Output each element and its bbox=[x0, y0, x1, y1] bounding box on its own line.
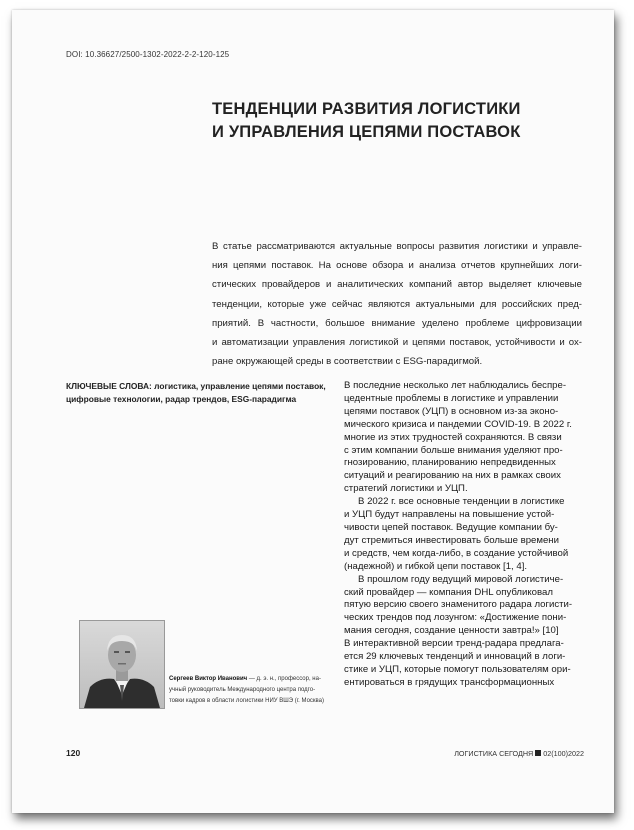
author-name: Сергеев Виктор Иванович bbox=[169, 676, 248, 682]
body-line: чивости цепей поставок. Ведущие компании бу- bbox=[344, 521, 558, 533]
abstract bbox=[212, 237, 582, 371]
running-footer bbox=[454, 749, 584, 758]
author-photo bbox=[79, 620, 165, 709]
doi-line: DOI: 10.36627/2500-1302-2022-2-2-120-125 bbox=[66, 50, 230, 59]
body-line: В 2022 г. все основные тенденции в логистике bbox=[358, 496, 565, 508]
abstract-line: ния цепями поставок. На основе обзора и анализа отчетов крупнейших логи- bbox=[212, 260, 582, 272]
title-line-1: ТЕНДЕНЦИИ РАЗВИТИЯ ЛОГИСТИКИ bbox=[212, 100, 521, 118]
keywords-line: КЛЮЧЕВЫЕ СЛОВА: логистика, управление цепями поставок, bbox=[66, 381, 326, 391]
abstract-line: стических провайдеров и аналитических компаний автор выделяет ключевые bbox=[212, 279, 582, 291]
journal-name: ЛОГИСТИКА СЕГОДНЯ bbox=[454, 749, 534, 758]
page-number: 120 bbox=[66, 748, 81, 758]
author-line bbox=[169, 674, 339, 685]
body-line: многие из этих трудностей сохраняются. В связи bbox=[344, 431, 562, 443]
abstract-line: тенденции, которые уже сейчас являются актуальными для российских пред- bbox=[212, 298, 582, 310]
article-title bbox=[212, 98, 521, 144]
article-body bbox=[344, 380, 592, 690]
body-line: (надежной) и гибкой цепи поставок [1, 4]. bbox=[344, 560, 528, 572]
separator-square-icon bbox=[535, 750, 541, 756]
keywords-line: цифровые технологии, радар трендов, ESG-парадигма bbox=[66, 393, 297, 404]
body-line: ется 29 ключевых тенденций и инноваций в логи- bbox=[344, 651, 566, 663]
body-line: с этим компании больше внимания уделяют про- bbox=[344, 444, 563, 456]
body-line: ситуаций и реагированию на них в рамках своих bbox=[344, 470, 561, 482]
body-line: стике и УЦП, которые помогут пользователям ори- bbox=[344, 663, 571, 675]
body-line: стратегий логистики и УЦП. bbox=[344, 483, 468, 495]
title-line-2: И УПРАВЛЕНИЯ ЦЕПЯМИ ПОСТАВОК bbox=[212, 123, 521, 141]
body-line: и средств, чем когда-либо, в создание устойчивой bbox=[344, 547, 569, 559]
body-line: цедентные проблемы в логистике и управлении bbox=[344, 392, 559, 404]
author-line: товки кадров в области логистики НИУ ВШЭ (г. Москва) bbox=[169, 698, 324, 704]
abstract-line: приятий. В частности, большое внимание уделено проблеме цифровизации bbox=[212, 317, 582, 329]
author-info bbox=[169, 674, 339, 707]
keywords bbox=[66, 380, 326, 405]
journal-page bbox=[12, 10, 614, 813]
body-line: и УЦП будут направлены на повышение устой- bbox=[344, 509, 555, 521]
body-line: ский провайдер — компания DHL опубликовал bbox=[344, 586, 553, 598]
body-line: ческих трендов под лозунгом: «Достижение пони- bbox=[344, 612, 567, 624]
body-line: пятую версию своего знаменитого радара логисти- bbox=[344, 599, 573, 611]
body-line: гнозированию, планированию непредвиденных bbox=[344, 457, 556, 469]
abstract-line: В статье рассматриваются актуальные вопросы развития логистики и управле- bbox=[212, 241, 582, 252]
body-line: мического кризиса и пандемии COVID-19. В 2022 г. bbox=[344, 418, 572, 430]
author-title: — д. э. н., профессор, на- bbox=[247, 676, 321, 682]
body-line: ентироваться в грядущих трансформационных bbox=[344, 676, 555, 688]
issue-number: 02(100)2022 bbox=[543, 749, 584, 758]
abstract-line: и автоматизации управления логистикой и цепями поставок, устойчивости и ох- bbox=[212, 337, 582, 349]
body-line: В последние несколько лет наблюдались беспре- bbox=[344, 380, 567, 391]
author-line: учный руководитель Международного центра подго- bbox=[169, 687, 316, 693]
body-line: В прошлом году ведущий мировой логистиче- bbox=[358, 573, 564, 585]
body-line: дут стремиться инвестировать больше времени bbox=[344, 534, 559, 546]
body-line: цепями поставок (УЦП) в основном из-за эконо- bbox=[344, 405, 559, 417]
body-line: В интерактивной версии тренд-радара предлага- bbox=[344, 638, 564, 650]
body-line: мания сегодня, создание ценности завтра!» [10] bbox=[344, 625, 559, 637]
abstract-line: ране окружающей среды в соответствии с ESG-парадигмой. bbox=[212, 356, 483, 368]
